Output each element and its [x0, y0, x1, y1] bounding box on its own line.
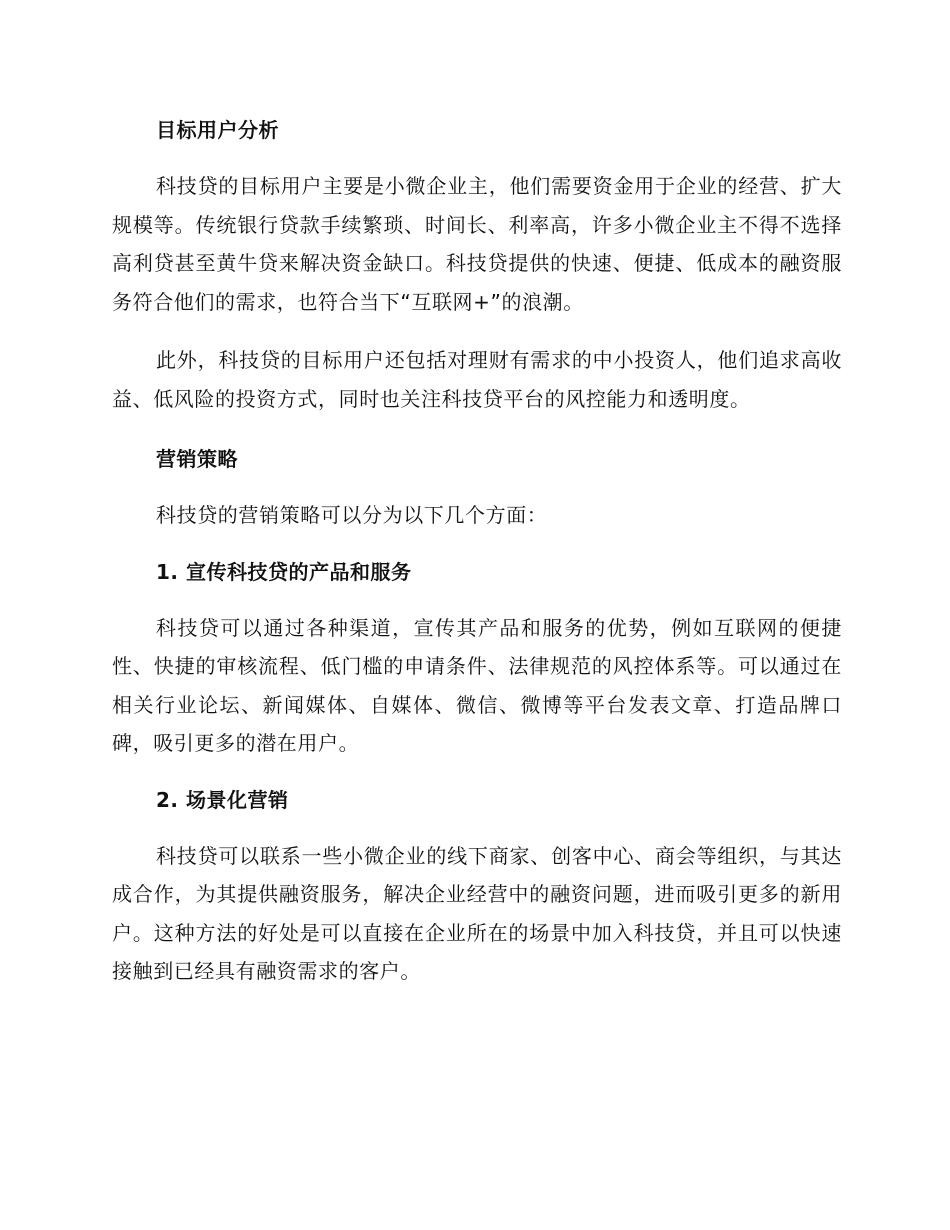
subheading-promote-products: 1. 宣传科技贷的产品和服务: [156, 559, 412, 584]
paragraph-target-users-1: 科技贷的目标用户主要是小微企业主，他们需要资金用于企业的经营、扩大规模等。传统银行贷款手续繁琐、时间长、利率高，许多小微企业主不得不选择高利贷甚至黄牛贷来解决资金缺口。科技贷提供的快速、便捷、低成本的融资服务符合他们的需求，也符合当下“互联网+”的浪潮。: [112, 174, 842, 314]
paragraph-marketing-intro: 科技贷的营销策略可以分为以下几个方面：: [156, 503, 548, 527]
document-body: [112, 113, 842, 991]
section-heading-marketing: 营销策略: [156, 447, 238, 471]
subheading-scenario-marketing: 2. 场景化营销: [156, 787, 289, 812]
paragraph-scenario-marketing: 科技贷可以联系一些小微企业的线下商家、创客中心、商会等组织，与其达成合作，为其提供融资服务，解决企业经营中的融资问题，进而吸引更多的新用户。这种方法的好处是可以直接在企业所在的场景中加入科技贷，并且可以快速接触到已经具有融资需求的客户。: [112, 843, 842, 983]
paragraph-target-users-2: 此外，科技贷的目标用户还包括对理财有需求的中小投资人，他们追求高收益、低风险的投资方式，同时也关注科技贷平台的风控能力和透明度。: [112, 348, 842, 411]
paragraph-promote-products: 科技贷可以通过各种渠道，宣传其产品和服务的优势，例如互联网的便捷性、快捷的审核流程、低门槛的申请条件、法律规范的风控体系等。可以通过在相关行业论坛、新闻媒体、自媒体、微信、微博等平台发表文章、打造品牌口碑，吸引更多的潜在用户。: [112, 615, 842, 755]
section-heading-target-users: 目标用户分析: [156, 118, 279, 142]
